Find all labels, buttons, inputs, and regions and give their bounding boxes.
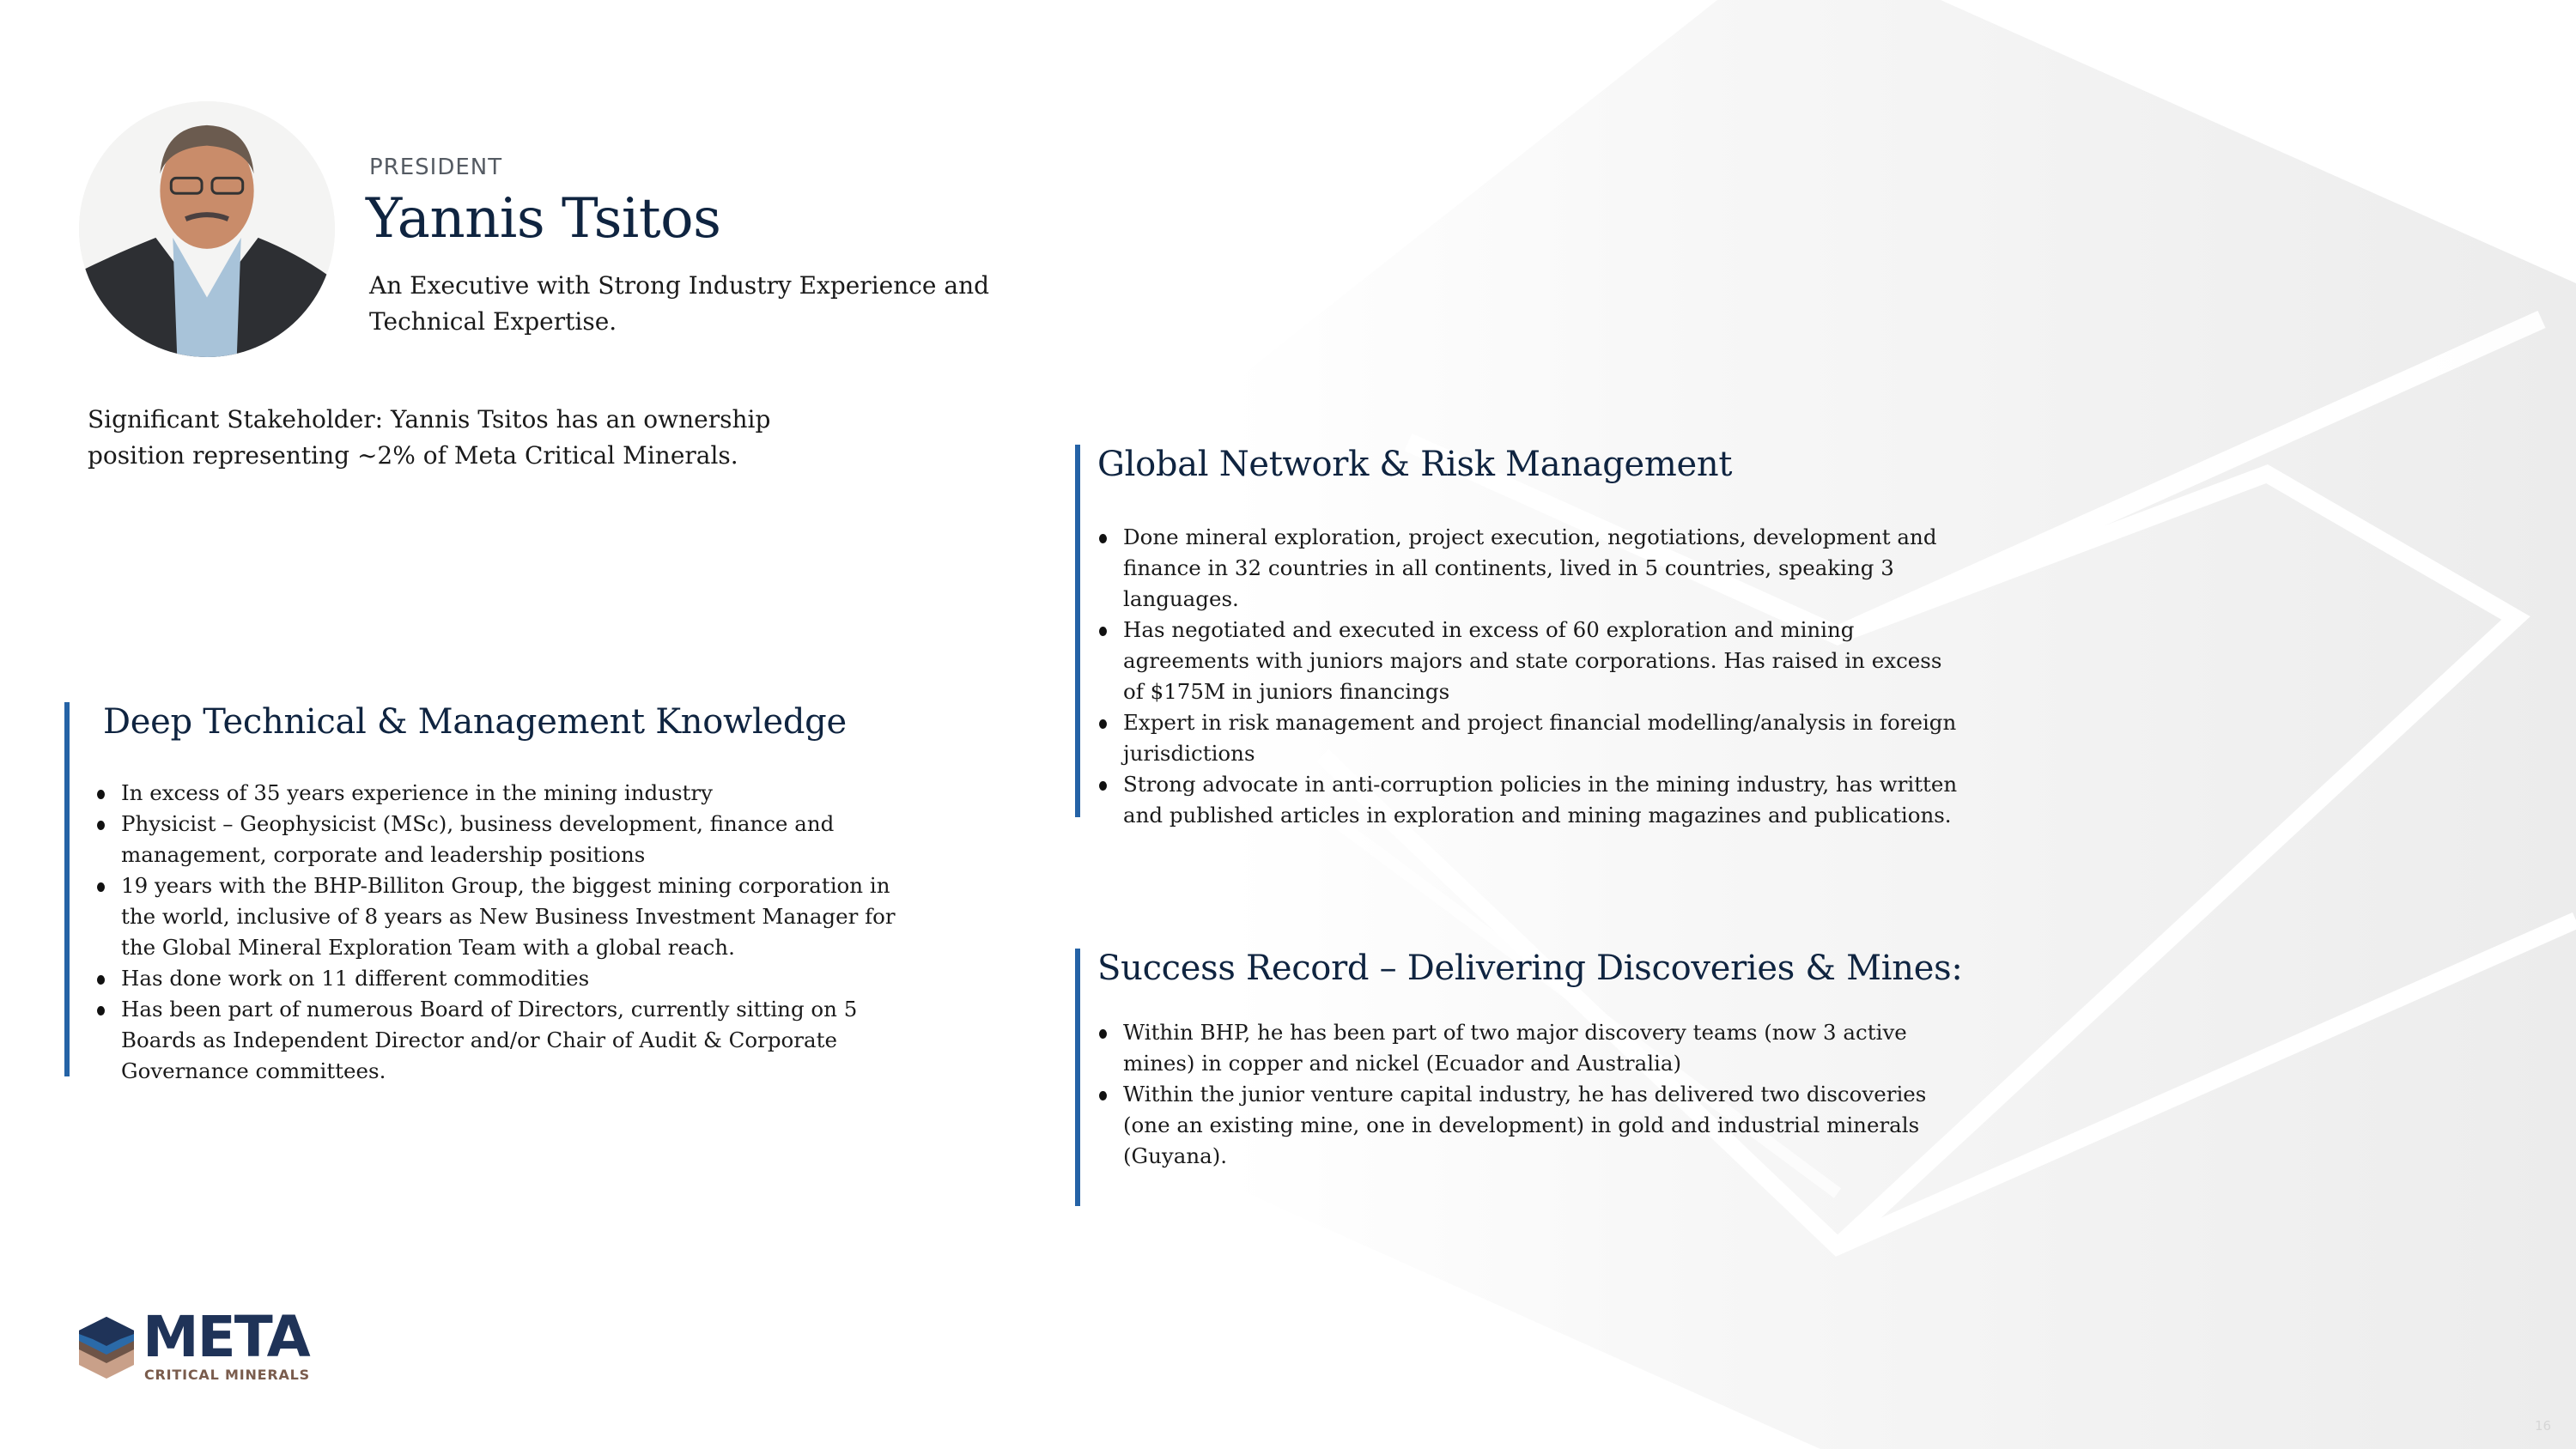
section-success-record: [1075, 949, 1977, 1206]
logo-wordmark: META: [143, 1304, 309, 1370]
bullet-list: [95, 778, 920, 1087]
section-title: Deep Technical & Management Knowledge: [103, 702, 847, 742]
person-photo-icon: [79, 101, 335, 357]
bullet-list: [1097, 522, 1965, 831]
list-item: Has done work on 11 different commodities: [95, 963, 920, 994]
logo-subtitle: CRITICAL MINERALS: [144, 1367, 310, 1383]
list-item: Done mineral exploration, project execution, negotiations, development and finance in 32 countries in all continents, lived in 5 countries, speaking 3 languages.: [1097, 522, 1965, 615]
section-title: Success Record – Delivering Discoveries & Mines:: [1097, 949, 1963, 988]
person-name: Yannis Tsitos: [366, 187, 721, 251]
accent-bar: [1075, 445, 1080, 817]
accent-bar: [1075, 949, 1080, 1206]
list-item: In excess of 35 years experience in the mining industry: [95, 778, 920, 809]
list-item: Strong advocate in anti-corruption policies in the mining industry, has written and published articles in exploration and mining magazines and publications.: [1097, 769, 1965, 831]
list-item: 19 years with the BHP-Billiton Group, the biggest mining corporation in the world, inclusive of 8 years as New Business Investment Manager for the Global Mineral Exploration Team with a global reach.: [95, 870, 920, 963]
section-title: Global Network & Risk Management: [1097, 445, 1733, 484]
list-item: Expert in risk management and project financial modelling/analysis in foreign jurisdictions: [1097, 707, 1965, 769]
stakeholder-note: Significant Stakeholder: Yannis Tsitos has an ownership position representing ~2% of Meta Critical Minerals.: [88, 405, 771, 470]
list-item: Within the junior venture capital industry, he has delivered two discoveries (one an existing mine, one in development) in gold and industrial minerals (Guyana).: [1097, 1079, 1965, 1172]
list-item: Has been part of numerous Board of Directors, currently sitting on 5 Boards as Independent Director and/or Chair of Audit & Corporate Governance committees.: [95, 994, 920, 1087]
section-global-network: [1075, 445, 1977, 828]
list-item: Physicist – Geophysicist (MSc), business development, finance and management, corporate and leadership positions: [95, 809, 920, 870]
tagline: An Executive with Strong Industry Experience and Technical Expertise.: [369, 271, 990, 336]
profile-photo: [79, 101, 335, 357]
role-label: PRESIDENT: [369, 155, 503, 180]
list-item: Has negotiated and executed in excess of 60 exploration and mining agreements with juniors majors and state corporations. Has raised in excess of $175M in juniors financings: [1097, 615, 1965, 707]
section-technical-knowledge: [64, 702, 923, 1083]
list-item: Within BHP, he has been part of two major discovery teams (now 3 active mines) in copper and nickel (Ecuador and Australia): [1097, 1017, 1965, 1079]
bullet-list: [1097, 1017, 1965, 1172]
hexagon-strata-logo-icon: [79, 1317, 134, 1379]
page-number: 16: [2535, 1418, 2552, 1434]
accent-bar: [64, 702, 70, 1076]
company-logo: [79, 1304, 311, 1385]
